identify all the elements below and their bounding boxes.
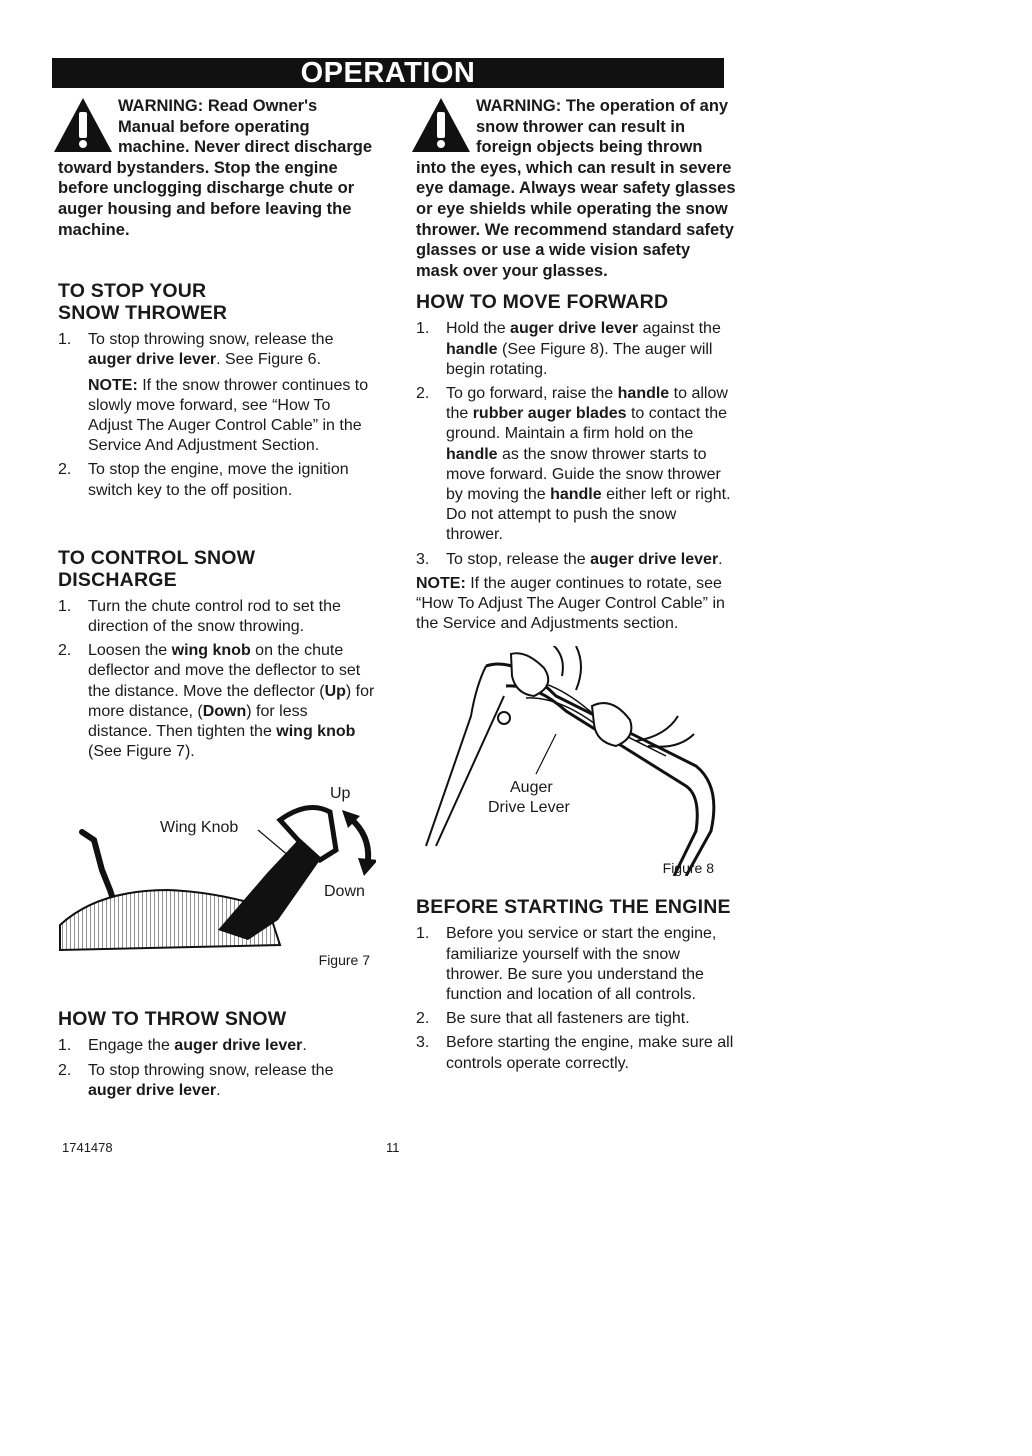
- page-number: 11: [386, 1140, 400, 1155]
- list-item: 2. To go forward, raise the handle to allow the rubber auger blades to contact the ground. Maintain a firm hold on the handle as the snow thrower starts to move forward. Guide the snow thrower by moving the handle either left or right. Do not attempt to push the snow thrower.: [416, 384, 731, 544]
- left-column: [58, 96, 376, 1105]
- figure-8-caption: Figure 8: [662, 860, 714, 877]
- label-down: Down: [324, 883, 365, 901]
- section-banner: OPERATION: [52, 58, 724, 88]
- warning-text: WARNING: The operation of any snow thrower can result in foreign objects being thrown into the eyes, which can result in severe eye damage. Always wear safety glasses or eye shields while operating the snow thrower. We recommend standard safety glasses or use a wide vision safety mask over your glasses.: [416, 97, 736, 280]
- list-item: 1. Engage the auger drive lever.: [58, 1037, 307, 1055]
- figure-7-illustration: [58, 780, 376, 960]
- discharge-steps-list: [58, 597, 376, 763]
- heading-throw-snow: HOW TO THROW SNOW: [58, 1008, 287, 1031]
- note-auger-rotate: NOTE: If the auger continues to rotate, see “How To Adjust The Auger Control Cable” in the Service and Adjustments section.: [416, 574, 725, 633]
- warning-triangle-icon: [410, 96, 472, 154]
- doc-number: 1741478: [62, 1140, 113, 1155]
- list-item: 2. To stop throwing snow, release the auger drive lever.: [58, 1061, 334, 1099]
- stop-steps-list: [58, 330, 376, 501]
- right-column: [416, 96, 736, 1078]
- list-item: 2. To stop the engine, move the ignition switch key to the off position.: [58, 461, 349, 499]
- list-item: 1. Before you service or start the engine, familiarize yourself with the snow thrower. Be sure you understand the function and location of all controls.: [416, 925, 717, 1003]
- label-wing-knob: Wing Knob: [160, 819, 239, 837]
- heading-move-forward: HOW TO MOVE FORWARD: [416, 291, 669, 314]
- heading-stop-line2: SNOW THROWER: [58, 302, 228, 325]
- heading-before-starting: BEFORE STARTING THE ENGINE: [416, 896, 731, 919]
- before-steps-list: [416, 924, 736, 1073]
- throw-steps-list: [58, 1036, 376, 1101]
- note-auger-cable: NOTE: If the snow thrower continues to slowly move forward, see “How To Adjust The Auger Control Cable” in the Service And Adjustment Section.: [88, 376, 369, 455]
- label-auger: Auger: [510, 779, 553, 797]
- list-item: 1. Hold the auger drive lever against the handle (See Figure 8). The auger will begin rotating.: [416, 320, 721, 378]
- warning-block-eye-safety: [416, 96, 736, 281]
- warning-block-owners-manual: [58, 96, 376, 240]
- figure-8: [416, 646, 736, 896]
- label-up: Up: [330, 785, 351, 803]
- figure-7-caption: Figure 7: [318, 952, 370, 969]
- list-item: 3. To stop, release the auger drive lever.: [416, 550, 723, 568]
- figure-7: [58, 780, 376, 980]
- label-drive-lever: Drive Lever: [488, 799, 570, 817]
- warning-triangle-icon: [52, 96, 114, 154]
- figure-8-illustration: [416, 646, 736, 876]
- warning-text: WARNING: Read Owner's Manual before operating machine. Never direct discharge toward bystanders. Stop the engine before unclogging discharge chute or auger housing and before leaving the machine.: [58, 97, 373, 239]
- forward-steps-list: [416, 319, 736, 569]
- list-item: 3. Before starting the engine, make sure all controls operate correctly.: [416, 1034, 734, 1072]
- heading-control-discharge: TO CONTROL SNOW DISCHARGE: [58, 546, 256, 591]
- list-item: 1. Turn the chute control rod to set the direction of the snow throwing.: [58, 597, 341, 635]
- list-item: 2. Loosen the wing knob on the chute deflector and move the deflector to set the distance. Move the deflector (Up) for more distance, (Down) for less distance. Then tighten the wing knob (See Figure 7).: [58, 642, 375, 761]
- heading-stop-line1: TO STOP YOUR: [58, 280, 207, 303]
- list-item: 2. Be sure that all fasteners are tight.: [416, 1010, 690, 1028]
- list-item: 1. To stop throwing snow, release the auger drive lever. See Figure 6. NOTE: If the snow thrower continues to slowly move forward, see “How To Adjust The Auger Control Cable” in the Service And Adjustment Section.: [58, 330, 376, 456]
